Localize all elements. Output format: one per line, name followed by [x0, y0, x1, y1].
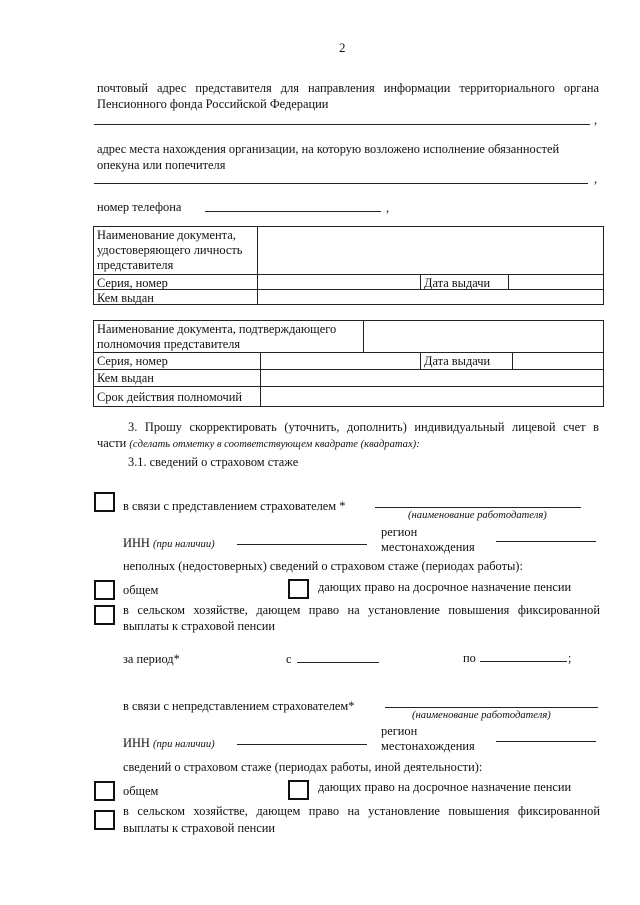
authority-validity-label: Срок действия полномочий	[93, 386, 261, 407]
authority-series-label: Серия, номер	[93, 352, 261, 370]
section3-request-line2	[97, 436, 420, 452]
early-pension-label-2: дающих право на досрочное назначение пенсии	[318, 780, 572, 794]
identity-issued-by-field[interactable]	[257, 289, 604, 305]
general-seniority-checkbox-2[interactable]	[94, 781, 115, 801]
inn-field-1[interactable]	[237, 544, 367, 545]
postal-address-label-line1: почтовый адрес представителя для направления информации территориального органа	[97, 81, 599, 95]
agriculture-label-2-line1: в сельском хозяйстве, дающем право на установление повышения фиксированной	[123, 804, 600, 818]
info-label-2: сведений о страховом стаже (периодах работы, иной деятельности):	[123, 760, 483, 774]
authority-issue-date-field[interactable]	[512, 352, 604, 370]
region-label-2: регион местонахождения	[381, 724, 475, 753]
period-to-label: по	[463, 651, 476, 665]
section3-part-label: части	[97, 436, 127, 450]
authority-validity-field[interactable]	[260, 386, 604, 407]
submitted-by-insurer-label: в связи с представлением страхователем *	[123, 499, 346, 513]
section3-request-line1: 3. Прошу скорректировать (уточнить, дополнить) индивидуальный лицевой счет в	[128, 420, 599, 434]
agriculture-label-2-line2: выплаты к страховой пенсии	[123, 821, 276, 835]
identity-doc-name-field[interactable]	[257, 226, 604, 275]
inn-field-2[interactable]	[237, 744, 367, 745]
identity-issued-by-label: Кем выдан	[93, 289, 258, 305]
identity-series-field[interactable]	[257, 274, 421, 290]
phone-field[interactable]	[205, 211, 381, 212]
section3-part-note: (сделать отметку в соответствующем квадрате (квадратах):	[129, 439, 420, 450]
employer-name-caption-1: (наименование работодателя)	[408, 510, 547, 521]
not-submitted-label: в связи с непредставлением страхователем*	[123, 699, 355, 713]
organization-address-label-line1: адрес места нахождения организации, на которую возложено исполнение обязанностей	[97, 142, 560, 156]
inn-label-2: ИНН (при наличии)	[123, 736, 215, 750]
region-label-1: регион местонахождения	[381, 525, 475, 554]
organization-address-comma: ,	[594, 172, 598, 186]
postal-address-comma: ,	[594, 113, 598, 127]
early-pension-checkbox-2[interactable]	[288, 780, 309, 800]
authority-issue-date-label: Дата выдачи	[420, 352, 513, 370]
employer-name-field-2[interactable]	[385, 707, 598, 708]
phone-label: номер телефона	[97, 200, 182, 214]
region-field-2[interactable]	[496, 741, 596, 742]
agriculture-label-1-line1: в сельском хозяйстве, дающем право на установление повышения фиксированной	[123, 603, 600, 617]
general-seniority-label-2: общем	[123, 784, 159, 798]
employer-name-field-1[interactable]	[375, 507, 581, 508]
identity-doc-name-label: Наименование документа, удостоверяющего личность представителя	[93, 226, 258, 275]
period-to-field[interactable]	[480, 661, 567, 662]
incomplete-info-label: неполных (недостоверных) сведений о страховом стаже (периодах работы):	[123, 559, 523, 573]
period-label: за период*	[123, 652, 180, 666]
early-pension-checkbox-1[interactable]	[288, 579, 309, 599]
agriculture-label-1-line2: выплаты к страховой пенсии	[123, 619, 276, 633]
inn-label-1: ИНН (при наличии)	[123, 536, 215, 550]
period-from-label: с	[286, 652, 292, 666]
authority-doc-name-field[interactable]	[363, 320, 604, 353]
identity-series-label: Серия, номер	[93, 274, 258, 290]
employer-name-caption-2: (наименование работодателя)	[412, 710, 551, 721]
identity-issue-date-label: Дата выдачи	[420, 274, 509, 290]
phone-comma: ,	[386, 201, 390, 215]
postal-address-label-line2: Пенсионного фонда Российской Федерации	[97, 97, 329, 111]
page-number: 2	[339, 40, 346, 55]
general-seniority-label-1: общем	[123, 583, 159, 597]
authority-issued-by-label: Кем выдан	[93, 369, 261, 387]
authority-series-field[interactable]	[260, 352, 421, 370]
identity-issue-date-field[interactable]	[508, 274, 604, 290]
submitted-by-insurer-checkbox[interactable]	[94, 492, 115, 512]
period-to-end: ;	[568, 651, 572, 665]
authority-issued-by-field[interactable]	[260, 369, 604, 387]
region-field-1[interactable]	[496, 541, 596, 542]
section3-sub-heading: 3.1. сведений о страховом стаже	[128, 455, 299, 469]
postal-address-field[interactable]	[94, 124, 590, 125]
organization-address-label-line2: опекуна или попечителя	[97, 158, 226, 172]
early-pension-label-1: дающих право на досрочное назначение пенсии	[318, 580, 572, 594]
period-from-field[interactable]	[297, 662, 379, 663]
agriculture-checkbox-2[interactable]	[94, 810, 115, 830]
general-seniority-checkbox-1[interactable]	[94, 580, 115, 600]
authority-doc-name-label: Наименование документа, подтверждающего полномочия представителя	[93, 320, 364, 353]
agriculture-checkbox-1[interactable]	[94, 605, 115, 625]
organization-address-field[interactable]	[94, 183, 588, 184]
